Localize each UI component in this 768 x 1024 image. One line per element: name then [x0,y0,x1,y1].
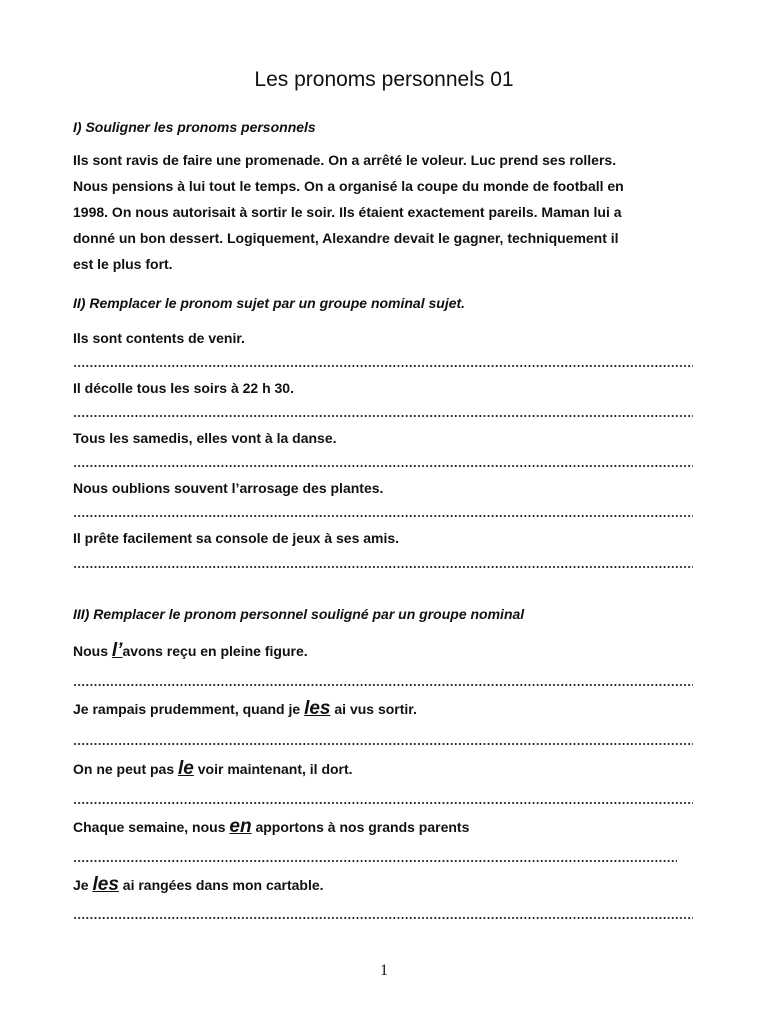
section-3-heading: III) Remplacer le pronom personnel souligné par un groupe nominal [73,606,525,622]
exercise-sentence: Tous les samedis, elles vont à la danse. [73,430,337,446]
exercise-sentence: Ils sont contents de venir. [73,330,245,346]
page-title: Les pronoms personnels 01 [254,68,514,91]
exercise-sentence [73,758,353,780]
sentence-text: Je rampais prudemment, quand je [73,701,305,717]
exercise-sentence: Nous oublions souvent l’arrosage des plantes. [73,480,384,496]
sentence-text: Nous [73,643,112,659]
answer-line[interactable] [73,860,677,862]
answer-line[interactable] [73,684,693,686]
answer-line[interactable] [73,743,693,745]
exercise-sentence: Il prête facilement sa console de jeux à ses amis. [73,530,400,546]
paragraph-line: donné un bon dessert. Logiquement, Alexandre devait le gagner, techniquement il [73,230,619,246]
sentence-text: ai vus sortir. [330,701,417,717]
sentence-text: On ne peut pas [73,761,179,777]
paragraph-line: 1998. On nous autorisait à sortir le soir. Ils étaient exactement pareils. Maman lui a [73,204,622,220]
answer-line[interactable] [73,802,693,804]
underlined-pronoun: en [229,816,252,837]
answer-line[interactable] [73,415,693,417]
answer-line[interactable] [73,515,693,517]
sentence-text: Je [73,877,93,893]
section-1-heading: I) Souligner les pronoms personnels [73,119,316,135]
sentence-text: Chaque semaine, nous [73,819,230,835]
answer-line[interactable] [73,365,693,367]
underlined-pronoun: les [92,874,119,895]
exercise-sentence [73,640,308,662]
exercise-sentence [73,698,417,720]
sentence-text: ai rangées dans mon cartable. [118,877,324,893]
paragraph-line: Nous pensions à lui tout le temps. On a organisé la coupe du monde de football en [73,178,624,194]
paragraph-line: est le plus fort. [73,256,173,272]
underlined-pronoun: les [304,698,331,719]
answer-line[interactable] [73,566,693,568]
section-1-paragraph [73,147,703,277]
sentence-text: voir maintenant, il dort. [193,761,353,777]
exercise-sentence: Il décolle tous les soirs à 22 h 30. [73,380,294,396]
sentence-text: avons reçu en pleine figure. [122,643,308,659]
paragraph-line: Ils sont ravis de faire une promenade. On a arrêté le voleur. Luc prend ses rollers. [73,152,617,168]
page-number: 1 [380,962,388,979]
section-2-heading: II) Remplacer le pronom sujet par un groupe nominal sujet. [73,295,466,311]
exercise-sentence [73,874,324,896]
answer-line[interactable] [73,465,693,467]
answer-line[interactable] [73,917,693,919]
underlined-pronoun: le [178,758,194,779]
sentence-text: apportons à nos grands parents [251,819,470,835]
underlined-pronoun: l’ [111,640,123,661]
exercise-sentence [73,816,469,838]
